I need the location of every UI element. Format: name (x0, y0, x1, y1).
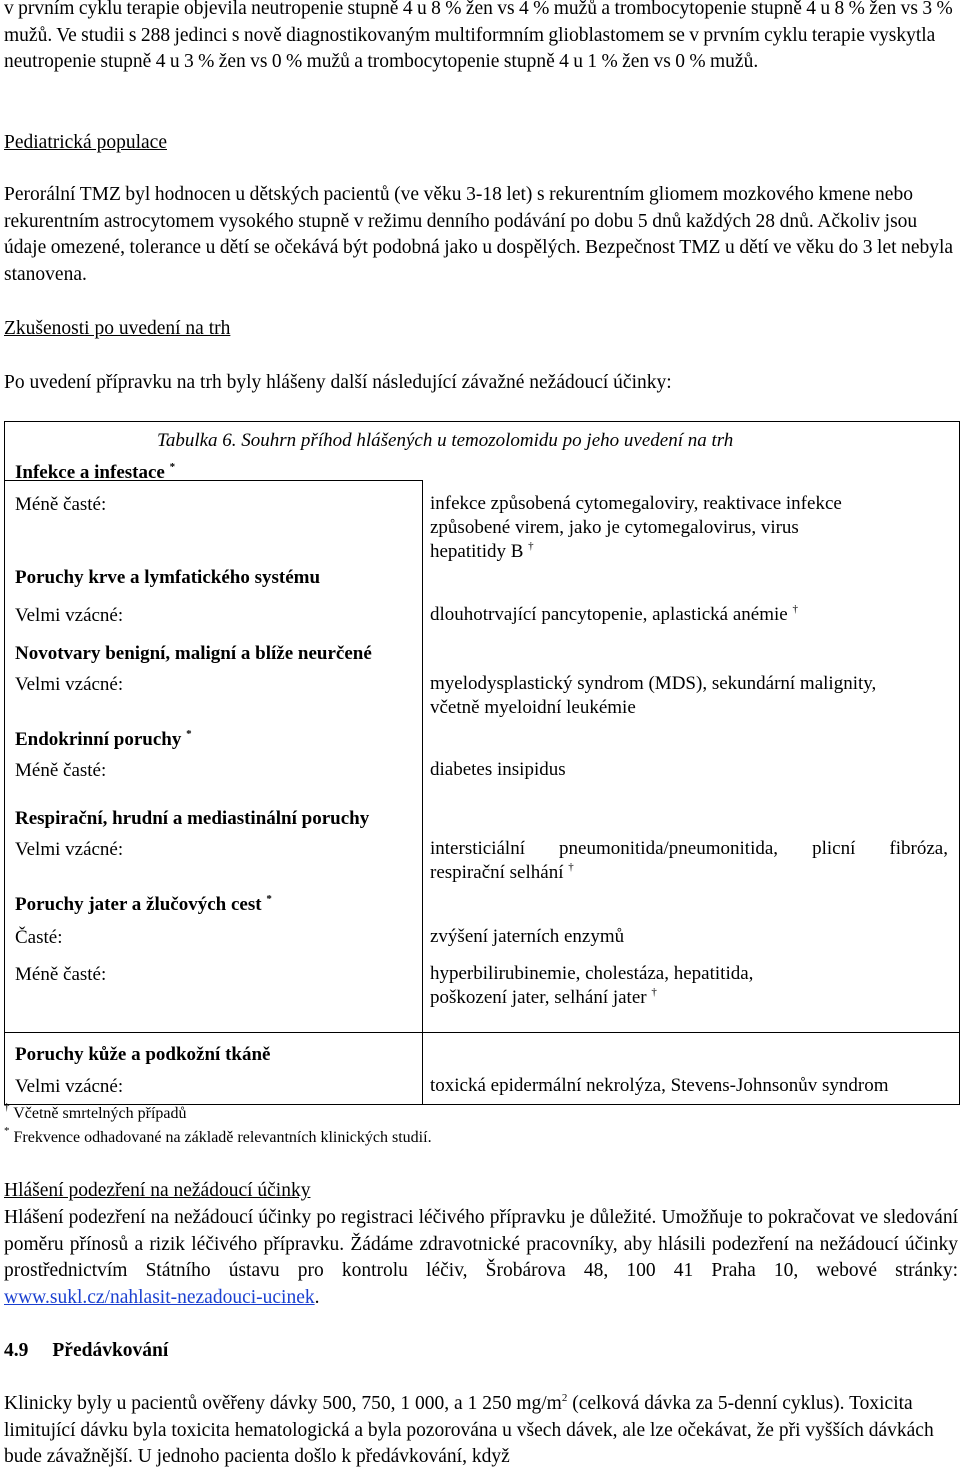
effect-skin: toxická epidermální nekrolýza, Stevens-Johnsonův syndrom (430, 1075, 889, 1096)
post-marketing-heading: Zkušenosti po uvedení na trh (4, 318, 231, 339)
category-hepatobiliary: Poruchy jater a žlučových cest * (15, 893, 272, 915)
table-caption: Tabulka 6. Souhrn příhod hlášených u temozolomidu po jeho uvedení na trh (157, 430, 734, 451)
effect-respiratory: intersticiální pneumonitida/pneumonitida, plicní fibróza, respirační selhání † (430, 838, 948, 883)
column-divider (422, 480, 423, 1104)
frequency-label: Méně časté: (15, 760, 107, 781)
effect-infections: infekce způsobená cytomegaloviry, reaktivace infekce způsobené virem, jako je cytomegalovirus, virus hepatitidy B † (430, 493, 842, 562)
footnote-star-mark: * (266, 893, 272, 905)
footnote-star-mark: * (186, 728, 192, 740)
frequency-label: Časté: (15, 927, 63, 948)
reporting-heading: Hlášení podezření na nežádoucí účinky (4, 1180, 311, 1201)
post-marketing-intro: Po uvedení přípravku na trh byly hlášeny další následující závažné nežádoucí účinky: (4, 372, 672, 393)
top-paragraph: v prvním cyklu terapie objevila neutropenie stupně 4 u 8 % žen vs 4 % mužů a trombocytopenie stupně 4 u 8 % žen vs 3 % mužů. Ve studii s 288 jedinci s nově diagnostikovaným multiformním glioblastomem se v prvním cyklu terapie vyskytla neutropenie stupně 4 u 3 % žen vs 0 % mužů a trombocytopenie stupně 4 u 1 % žen vs 0 % mužů. (4, 0, 953, 72)
category-neoplasms: Novotvary benigní, maligní a blíže neurčené (15, 643, 372, 664)
section-4-9-heading: 4.9 Předávkování (4, 1340, 169, 1361)
category-endocrine: Endokrinní poruchy * (15, 728, 192, 750)
frequency-label: Velmi vzácné: (15, 674, 124, 695)
frequency-label: Velmi vzácné: (15, 1076, 124, 1097)
category-blood-lymphatic: Poruchy krve a lymfatického systému (15, 567, 321, 588)
row-divider (5, 1032, 959, 1033)
frequency-label: Méně časté: (15, 964, 107, 985)
frequency-label: Velmi vzácné: (15, 839, 124, 860)
effect-neoplasms: myelodysplastický syndrom (MDS), sekundární malignity, včetně myeloidní leukémie (430, 673, 877, 718)
sukl-link[interactable]: www.sukl.cz/nahlasit-nezadouci-ucinek (4, 1286, 315, 1308)
footnote-dagger-mark: † (651, 986, 657, 998)
pediatric-text: Perorální TMZ byl hodnocen u dětských pacientů (ve věku 3-18 let) s rekurentním gliomem mozkového kmene nebo rekurentním astrocytomem vysokého stupně v režimu denního podávání po dobu 5 dnů každých 28 dnů. Ačkoliv jsou údaje omezené, tolerance u dětí se očekává být podobná jako u dospělých. Bezpečnost TMZ u dětí ve věku do 3 let nebyla stanovena. (4, 184, 954, 285)
footnote-star-mark: * (169, 461, 176, 473)
footnote-star: * Frekvence odhadované na základě relevantních klinických studií. (4, 1125, 432, 1146)
category-respiratory: Respirační, hrudní a mediastinální poruchy (15, 808, 370, 829)
adverse-events-table (4, 421, 960, 1105)
reporting-text: Hlášení podezření na nežádoucí účinky po registraci léčivého přípravku je důležité. Umožňuje to pokračovat ve sledování poměru přínosů a rizik léčivého přípravku. Žádáme zdravotnické pracovníky, aby hlásili podezření na nežádoucí účinky prostřednictvím Státního ústavu pro kontrolu léčiv, Šrobárova 48, 100 41 Praha 10, webové stránky: www.sukl.cz/nahlasit-nezadouci-ucinek. (4, 1207, 958, 1308)
frequency-label: Velmi vzácné: (15, 605, 124, 626)
effect-hepatobiliary-uncommon: hyperbilirubinemie, cholestáza, hepatitida, poškození jater, selhání jater † (430, 963, 754, 1008)
pediatric-heading: Pediatrická populace (4, 132, 167, 153)
category-infections: Infekce a infestace * (15, 461, 176, 483)
footnote-dagger: † Včetně smrtelných případů (4, 1101, 187, 1122)
effect-endocrine: diabetes insipidus (430, 759, 566, 780)
category-skin: Poruchy kůže a podkožní tkáně (15, 1044, 271, 1065)
overdose-text: Klinicky byly u pacientů ověřeny dávky 500, 750, 1 000, a 1 250 $mg/m^2$ (celková dávka za 5-denní cyklus). Toxicita limitující dávku byla toxicita hematologická a byla pozorována u všech dávek, ale lze očekávat, že při vyšších dávkách bude závažnější. U jednoho pacienta došlo k předávkování, když (4, 1392, 934, 1467)
frequency-label: Méně časté: (15, 494, 107, 515)
footnote-dagger-mark: † (528, 540, 534, 552)
effect-hepatobiliary-common: zvýšení jaterních enzymů (430, 926, 625, 947)
effect-blood-lymphatic: dlouhotrvající pancytopenie, aplastická anémie † (430, 603, 798, 625)
footnote-dagger-mark: † (792, 603, 798, 615)
footnote-dagger-mark: † (568, 861, 574, 873)
